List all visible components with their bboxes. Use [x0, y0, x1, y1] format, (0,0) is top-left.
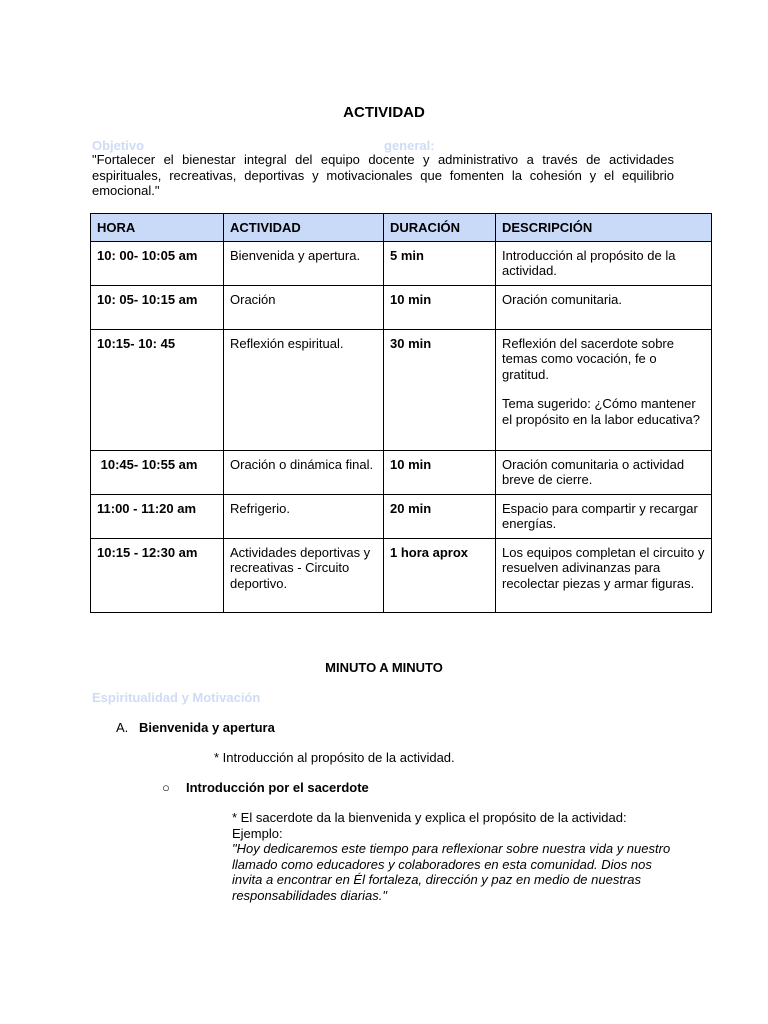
cell-duracion: 30 min	[384, 329, 496, 450]
minuto-a-minuto-heading: MINUTO A MINUTO	[325, 660, 443, 675]
table-row	[91, 241, 712, 285]
header-hora: HORA	[91, 214, 224, 242]
document-title: ACTIVIDAD	[343, 104, 425, 121]
section-heading: Espiritualidad y Motivación	[92, 690, 261, 705]
cell-hora: 10: 05- 10:15 am	[91, 285, 224, 329]
cell-duracion: 10 min	[384, 450, 496, 494]
header-descripcion: DESCRIPCIÓN	[496, 214, 712, 242]
table-header-row	[91, 214, 712, 242]
paragraph-line: * El sacerdote da la bienvenida y explica el propósito de la actividad:	[232, 810, 627, 825]
cell-duracion: 10 min	[384, 285, 496, 329]
objective-text: "Fortalecer el bienestar integral del equipo docente y administrativo a través de actividades espirituales, recreativas, deportivas y motivacionales que fomenten la cohesión y el equilibrio emocional."	[92, 152, 674, 198]
cell-descripcion-text: Reflexión del sacerdote sobre temas como vocación, fe o gratitud.	[502, 335, 674, 382]
cell-descripcion: Espacio para compartir y recargar energías.	[496, 494, 712, 538]
list-item-label: Bienvenida y apertura	[139, 720, 275, 735]
list-item-sub: * Introducción al propósito de la actividad.	[214, 750, 455, 765]
header-actividad: ACTIVIDAD	[224, 214, 384, 242]
cell-descripcion: Introducción al propósito de la actividad.	[496, 241, 712, 285]
objective-label-right: general:	[384, 138, 435, 153]
list-marker: A.	[116, 720, 129, 735]
table-row	[91, 329, 712, 450]
cell-duracion: 1 hora aprox	[384, 538, 496, 612]
list-item-a	[116, 720, 275, 735]
cell-actividad: Oración	[224, 285, 384, 329]
cell-duracion: 20 min	[384, 494, 496, 538]
cell-actividad: Reflexión espiritual.	[224, 329, 384, 450]
table-row	[91, 450, 712, 494]
table-row	[91, 538, 712, 612]
bullet-item	[162, 780, 369, 795]
cell-actividad: Refrigerio.	[224, 494, 384, 538]
cell-descripcion: Oración comunitaria o actividad breve de cierre.	[496, 450, 712, 494]
cell-actividad: Oración o dinámica final.	[224, 450, 384, 494]
table-row	[91, 494, 712, 538]
cell-actividad: Bienvenida y apertura.	[224, 241, 384, 285]
paragraph-line: Ejemplo:	[232, 825, 283, 841]
cell-duracion: 5 min	[384, 241, 496, 285]
example-paragraph	[232, 810, 672, 903]
cell-hora: 11:00 - 11:20 am	[91, 494, 224, 538]
example-quote: "Hoy dedicaremos este tiempo para reflexionar sobre nuestra vida y nuestro llamado como educadores y colaboradores en esta comunidad. Dios nos invita a encontrar en Él fortaleza, dirección y paz en medio de nuestras responsabilidades diarias."	[232, 841, 671, 903]
cell-actividad: Actividades deportivas y recreativas - Circuito deportivo.	[224, 538, 384, 612]
cell-descripcion	[496, 329, 712, 450]
cell-hora: 10: 00- 10:05 am	[91, 241, 224, 285]
table-row	[91, 285, 712, 329]
circle-bullet-icon: ○	[162, 780, 170, 795]
schedule-table	[90, 213, 712, 613]
cell-hora: 10:15- 10: 45	[91, 329, 224, 450]
cell-hora: 10:15 - 12:30 am	[91, 538, 224, 612]
cell-descripcion-tema: Tema sugerido: ¿Cómo mantener el propósito en la labor educativa?	[502, 396, 701, 427]
objective-label-left: Objetivo	[92, 138, 145, 153]
header-duracion: DURACIÓN	[384, 214, 496, 242]
cell-descripcion: Los equipos completan el circuito y resuelven adivinanzas para recolectar piezas y armar figuras.	[496, 538, 712, 612]
cell-hora: 10:45- 10:55 am	[91, 450, 224, 494]
bullet-item-label: Introducción por el sacerdote	[186, 780, 369, 795]
cell-descripcion: Oración comunitaria.	[496, 285, 712, 329]
